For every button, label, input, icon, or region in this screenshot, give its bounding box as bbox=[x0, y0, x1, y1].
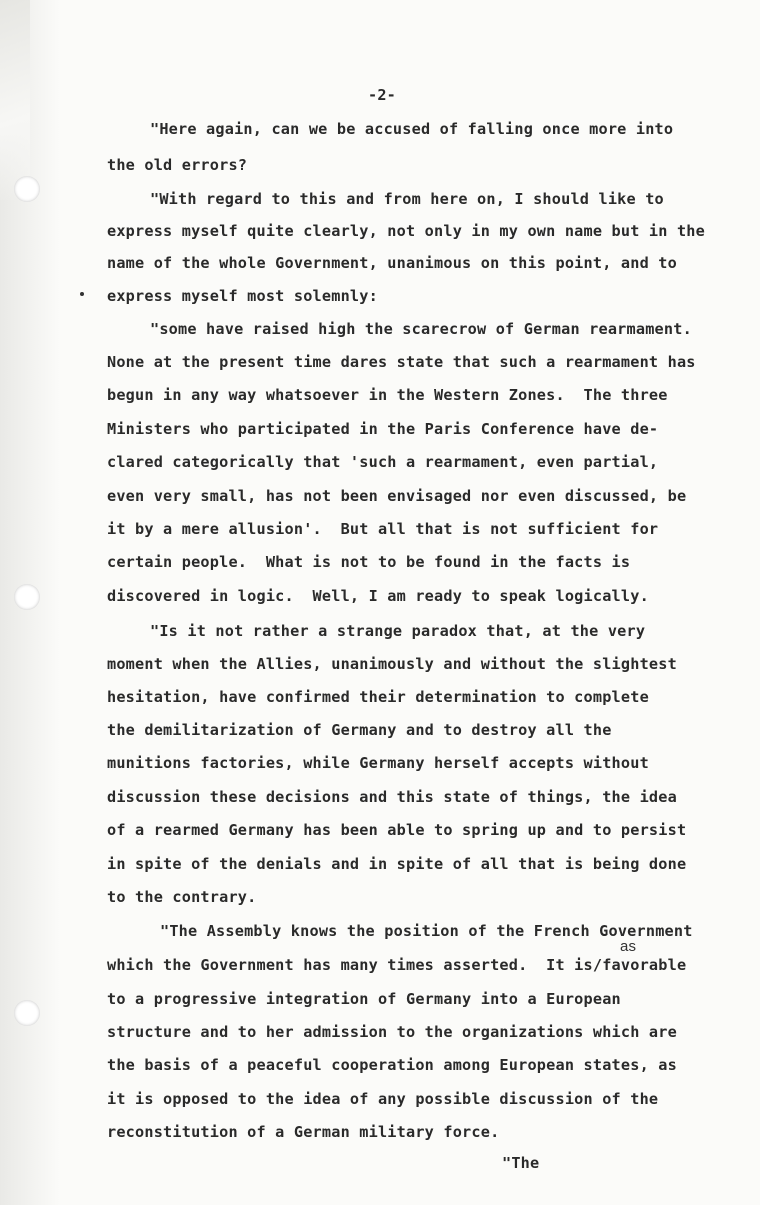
text-line: even very small, has not been envisaged nor even discussed, be bbox=[107, 487, 687, 505]
page-fold-shading bbox=[0, 0, 30, 200]
text-line: discussion these decisions and this state of things, the idea bbox=[107, 788, 677, 806]
text-line: Ministers who participated in the Paris Conference have de- bbox=[107, 420, 659, 438]
handwritten-insertion: as bbox=[620, 938, 637, 955]
text-line: reconstitution of a German military force. bbox=[107, 1123, 500, 1141]
text-line: None at the present time dares state that such a rearmament has bbox=[107, 353, 696, 371]
text-line: it by a mere allusion'. But all that is not sufficient for bbox=[107, 520, 659, 538]
punch-hole-bottom bbox=[14, 1000, 40, 1026]
text-line: the basis of a peaceful cooperation among European states, as bbox=[107, 1056, 677, 1074]
punch-hole-middle bbox=[14, 584, 40, 610]
text-line: "Here again, can we be accused of falling once more into bbox=[150, 120, 674, 138]
text-line: of a rearmed Germany has been able to spring up and to persist bbox=[107, 821, 687, 839]
text-line: "some have raised high the scarecrow of German rearmament. bbox=[150, 320, 692, 338]
text-line: begun in any way whatsoever in the Western Zones. The three bbox=[107, 386, 668, 404]
text-line: "With regard to this and from here on, I should like to bbox=[150, 190, 664, 208]
text-line: "The Assembly knows the position of the French Government bbox=[160, 922, 693, 940]
text-line: hesitation, have confirmed their determination to complete bbox=[107, 688, 649, 706]
text-line: name of the whole Government, unanimous on this point, and to bbox=[107, 254, 677, 272]
text-line: it is opposed to the idea of any possible discussion of the bbox=[107, 1090, 659, 1108]
text-line: to a progressive integration of Germany into a European bbox=[107, 990, 621, 1008]
text-line: to the contrary. bbox=[107, 888, 257, 906]
text-line: in spite of the denials and in spite of all that is being done bbox=[107, 855, 687, 873]
text-line: clared categorically that 'such a rearmament, even partial, bbox=[107, 453, 659, 471]
text-line: munitions factories, while Germany herself accepts without bbox=[107, 754, 649, 772]
punch-hole-top bbox=[14, 176, 40, 202]
text-line: the old errors? bbox=[107, 156, 248, 174]
page-number: -2- bbox=[368, 86, 397, 104]
text-line: structure and to her admission to the organizations which are bbox=[107, 1023, 677, 1041]
text-line: discovered in logic. Well, I am ready to speak logically. bbox=[107, 587, 649, 605]
text-line: "Is it not rather a strange paradox that, at the very bbox=[150, 622, 646, 640]
text-line: moment when the Allies, unanimously and without the slightest bbox=[107, 655, 677, 673]
text-line: certain people. What is not to be found in the facts is bbox=[107, 553, 631, 571]
text-line: which the Government has many times asserted. It is/favorable bbox=[107, 956, 687, 974]
text-line: express myself most solemnly: bbox=[107, 287, 378, 305]
text-line: the demilitarization of Germany and to destroy all the bbox=[107, 721, 612, 739]
text-line: express myself quite clearly, not only in my own name but in the bbox=[107, 222, 705, 240]
margin-mark bbox=[80, 292, 84, 296]
catchword: "The bbox=[502, 1154, 540, 1172]
